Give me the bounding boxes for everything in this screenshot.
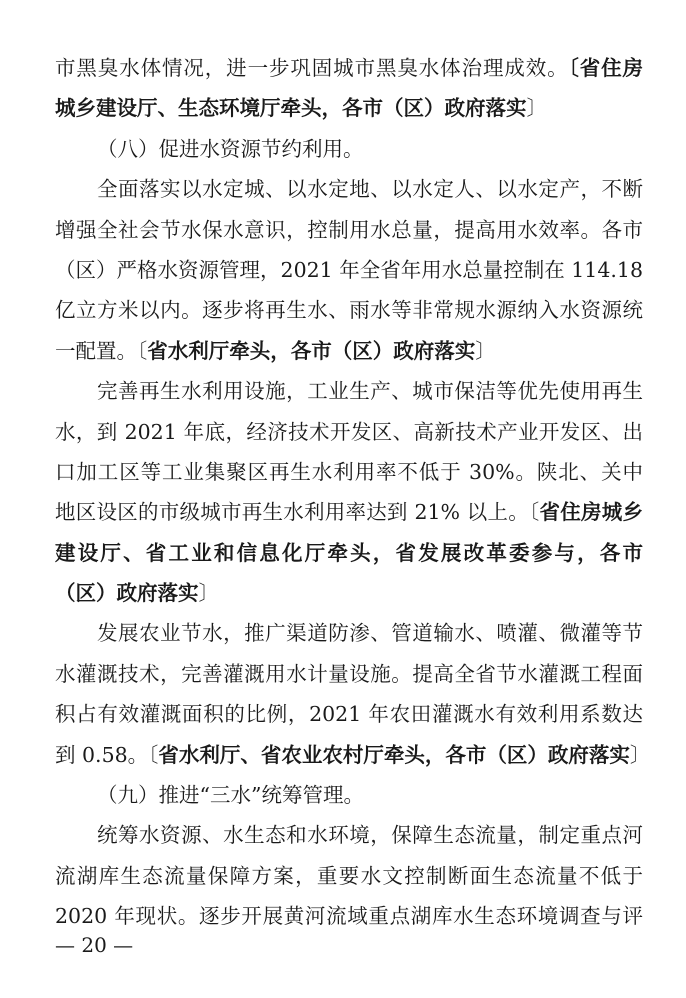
responsible-units: 省水利厅、省农业农村厅牵头，各市（区）政府落实: [158, 742, 630, 767]
text-line: [55, 856, 643, 896]
text-line: [55, 48, 643, 88]
text-line: [55, 129, 643, 169]
text-line: [55, 412, 643, 452]
text-line: [55, 492, 643, 532]
document-body: [55, 48, 651, 937]
body-text: 〕: [475, 338, 496, 363]
text-line: [55, 452, 643, 492]
text-line: [55, 210, 643, 250]
body-text: 2020 年现状。逐步开展黄河流域重点湖库水生态环境调查与评: [55, 904, 643, 929]
body-text: 完善再生水利用设施，工业生产、城市保洁等优先使用再生: [97, 379, 643, 404]
body-text: 水，到 2021 年底，经济技术开发区、高新技术产业开发区、出: [55, 419, 643, 444]
body-text: 一配置。〔: [55, 338, 148, 363]
body-text: 积占有效灌溉面积的比例，2021 年农田灌溉水有效利用系数达: [55, 702, 643, 727]
body-text: 地区设区的市级城市再生水利用率达到 21% 以上。〔: [55, 500, 540, 525]
responsible-units: 城乡建设厅、生态环境厅牵头，各市（区）政府落实: [55, 96, 527, 121]
text-line: [55, 613, 643, 653]
body-text: （区）严格水资源管理，2021 年全省年用水总量控制在 114.18: [55, 257, 643, 282]
body-text: 〕: [198, 581, 219, 606]
text-line: [55, 290, 643, 330]
responsible-units: （区）政府落实: [55, 581, 199, 606]
text-line: [55, 573, 643, 613]
text-line: [55, 169, 643, 209]
text-line: [55, 815, 643, 855]
body-text: 市黑臭水体情况，进一步巩固城市黑臭水体治理成效。: [55, 56, 569, 80]
responsible-units: 省水利厅牵头，各市（区）政府落实: [147, 338, 476, 363]
text-line: [55, 735, 651, 775]
body-text: 到 0.58。〔: [55, 742, 159, 767]
body-text: 水灌溉技术，完善灌溉用水计量设施。提高全省节水灌溉工程面: [55, 661, 643, 686]
body-text: 〕: [526, 96, 547, 121]
text-line: [55, 88, 643, 128]
body-text: （八）促进水资源节约利用。: [97, 136, 364, 161]
text-line: [55, 250, 643, 290]
text-line: [55, 533, 643, 573]
responsible-units: 省住房城乡: [539, 500, 643, 525]
body-text: 统筹水资源、水生态和水环境，保障生态流量，制定重点河: [97, 823, 643, 848]
text-line: [55, 694, 643, 734]
body-text: 全面落实以水定城、以水定地、以水定人、以水定产，不断: [97, 177, 643, 202]
body-text: （九）推进“三水”统筹管理。: [97, 783, 364, 808]
body-text: 亿立方米以内。逐步将再生水、雨水等非常规水源纳入水资源统: [55, 298, 643, 323]
text-line: [55, 896, 643, 936]
body-text: 口加工区等工业集聚区再生水利用率不低于 30%。陕北、关中: [55, 459, 643, 484]
text-line: [55, 654, 643, 694]
responsible-units: 建设厅、省工业和信息化厅牵头，省发展改革委参与，各市: [55, 540, 643, 565]
body-text: 发展农业节水，推广渠道防渗、管道输水、喷灌、微灌等节: [97, 621, 643, 646]
body-text: 流湖库生态流量保障方案，重要水文控制断面生态流量不低于: [55, 863, 643, 888]
page-number: — 20 —: [55, 933, 134, 957]
responsible-units: 〔省住房: [568, 56, 644, 80]
text-line: [55, 331, 643, 371]
body-text: 增强全社会节水保水意识，控制用水总量，提高用水效率。各市: [55, 217, 643, 242]
text-line: [55, 775, 643, 815]
text-line: [55, 371, 643, 411]
body-text: 〕: [629, 742, 651, 767]
